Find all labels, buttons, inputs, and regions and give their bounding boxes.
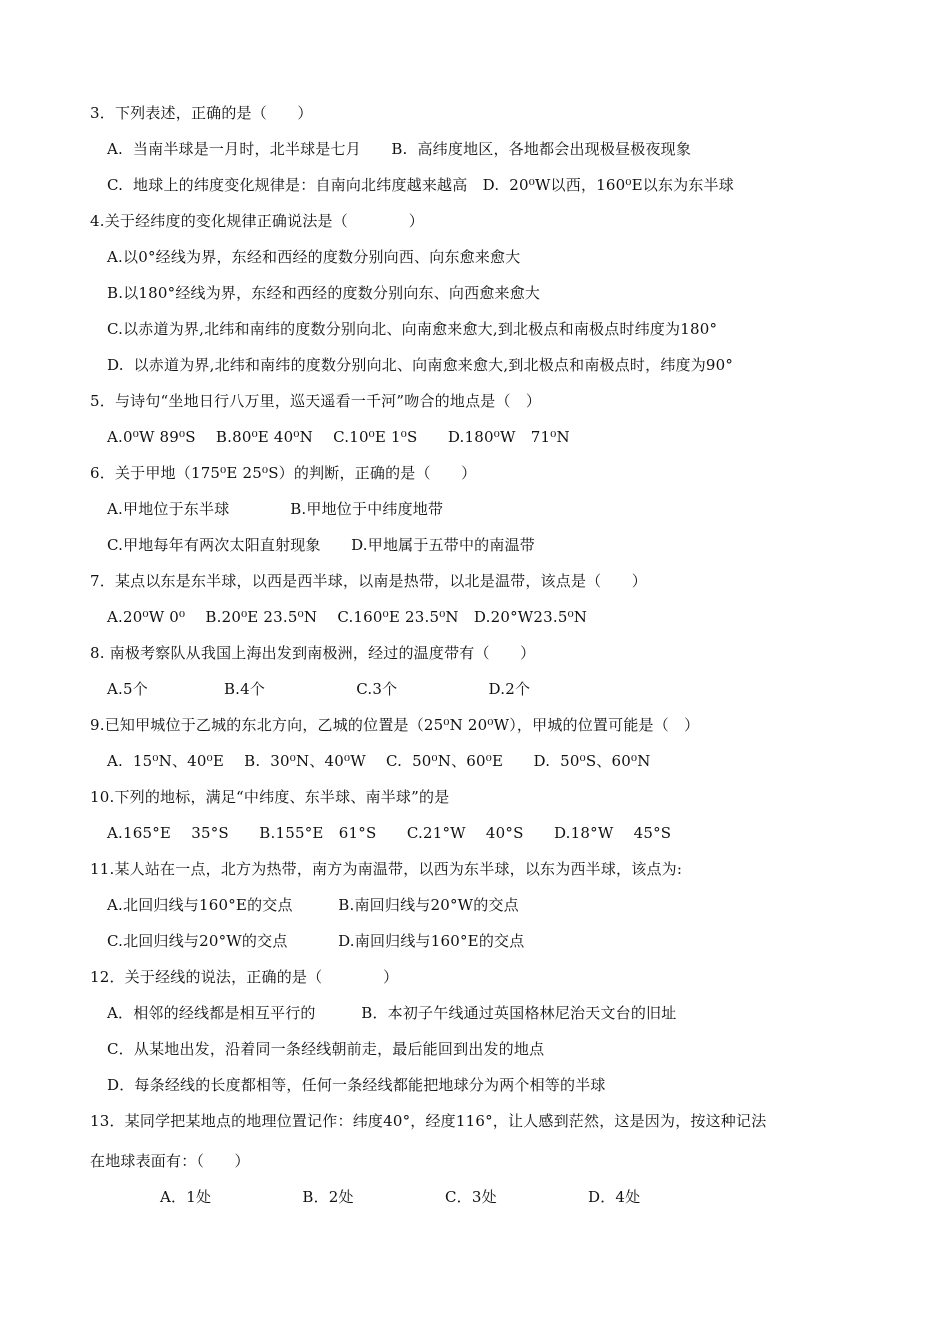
q4-option-a: A.以0°经线为界，东经和西经的度数分别向西、向东愈来愈大 — [107, 248, 521, 266]
question-3: 3．下列表述，正确的是（ ） — [90, 104, 313, 122]
question-9: 9.已知甲城位于乙城的东北方向，乙城的位置是（25⁰N 20⁰W），甲城的位置可能是（ ） — [90, 716, 700, 734]
q6-options-ab: A.甲地位于东半球 B.甲地位于中纬度地带 — [107, 500, 444, 518]
q6-options-cd: C.甲地每年有两次太阳直射现象 D.甲地属于五带中的南温带 — [107, 536, 535, 554]
question-4: 4.关于经纬度的变化规律正确说法是（ ） — [90, 212, 424, 230]
q7-options: A.20⁰W 0⁰ B.20⁰E 23.5⁰N C.160⁰E 23.5⁰N D.20°W23.5⁰N — [107, 608, 588, 626]
q12-options-ab: A．相邻的经线都是相互平行的 B．本初子午线通过英国格林尼治天文台的旧址 — [107, 1004, 677, 1022]
q4-option-c: C.以赤道为界,北纬和南纬的度数分别向北、向南愈来愈大,到北极点和南极点时纬度为180° — [107, 320, 718, 338]
q12-option-d: D．每条经线的长度都相等，任何一条经线都能把地球分为两个相等的半球 — [107, 1076, 606, 1094]
question-13: 13．某同学把某地点的地理位置记作：纬度40°，经度116°，让人感到茫然，这是因为，按这种记法 — [90, 1112, 767, 1130]
question-11: 11.某人站在一点，北方为热带，南方为南温带，以西为东半球，以东为西半球，该点为: — [90, 860, 683, 878]
q3-options-cd: C. 地球上的纬度变化规律是：自南向北纬度越来越高 D. 20⁰W以西，160⁰E以东为东半球 — [107, 176, 734, 194]
question-8: 8. 南极考察队从我国上海出发到南极洲，经过的温度带有（ ） — [90, 644, 536, 662]
q12-option-c: C．从某地出发，沿着同一条经线朝前走，最后能回到出发的地点 — [107, 1040, 545, 1058]
q9-options: A. 15⁰N、40⁰E B. 30⁰N、40⁰W C. 50⁰N、60⁰E D. 50⁰S、60⁰N — [107, 752, 651, 770]
question-13-continued: 在地球表面有：（ ） — [90, 1152, 250, 1170]
q8-options: A.5个 B.4个 C.3个 D.2个 — [107, 680, 531, 698]
q11-options-ab: A.北回归线与160°E的交点 B.南回归线与20°W的交点 — [107, 896, 519, 914]
q10-options: A.165°E 35°S B.155°E 61°S C.21°W 40°S D.18°W 45°S — [107, 824, 672, 842]
q4-option-d: D. 以赤道为界,北纬和南纬的度数分别向北、向南愈来愈大,到北极点和南极点时，纬度为90° — [107, 356, 734, 374]
q3-options-ab: A. 当南半球是一月时，北半球是七月 B. 高纬度地区，各地都会出现极昼极夜现象 — [107, 140, 692, 158]
question-7: 7．某点以东是东半球，以西是西半球，以南是热带，以北是温带，该点是（ ） — [90, 572, 647, 590]
q13-options: A．1处 B．2处 C．3处 D．4处 — [160, 1188, 641, 1206]
q5-options: A.0⁰W 89⁰S B.80⁰E 40⁰N C.10⁰E 1⁰S D.180⁰W 71⁰N — [107, 428, 570, 446]
question-5: 5．与诗句“坐地日行八万里，巡天遥看一千河”吻合的地点是（ ） — [90, 392, 542, 410]
question-6: 6．关于甲地（175⁰E 25⁰S）的判断，正确的是（ ） — [90, 464, 477, 482]
question-10: 10.下列的地标，满足“中纬度、东半球、南半球”的是 — [90, 788, 450, 806]
q4-option-b: B.以180°经线为界，东经和西经的度数分别向东、向西愈来愈大 — [107, 284, 541, 302]
question-12: 12．关于经线的说法，正确的是（ ） — [90, 968, 399, 986]
q11-options-cd: C.北回归线与20°W的交点 D.南回归线与160°E的交点 — [107, 932, 525, 950]
